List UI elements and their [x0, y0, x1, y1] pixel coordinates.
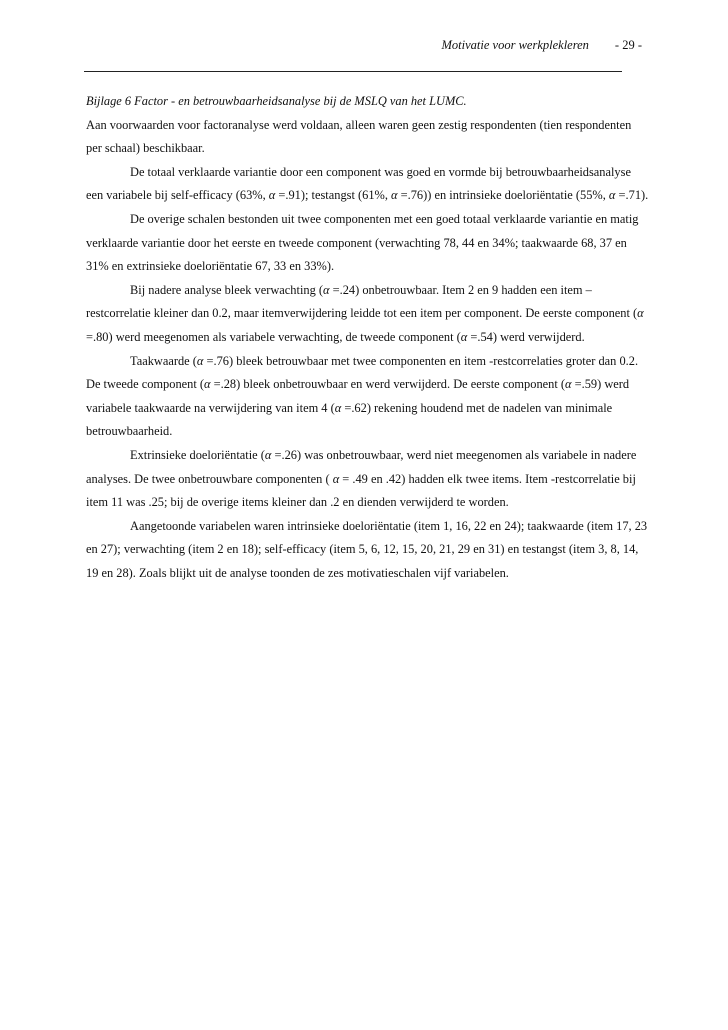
paragraph-5: Taakwaarde (α =.76) bleek betrouwbaar met twee componenten en item -restcorrelaties groter dan 0.2. De tweede component (α =.28) bleek onbetrouwbaar en werd verwijderd. De eerste component (α =.59) werd variabele taakwaarde na verwijdering van item 4 (α =.62) rekening houdend met de nadelen van minimale betrouwbaarheid.: [86, 353, 639, 439]
body-text: [86, 90, 650, 585]
paragraph-2: De totaal verklaarde variantie door een component was goed en vormde bij betrouwbaarheidsanalyse een variabele bij self-efficacy (63%, α =.91); testangst (61%, α =.76)) en intrinsieke doeloriëntatie (55%, α =.71).: [86, 164, 649, 203]
paragraph-3: De overige schalen bestonden uit twee componenten met een goed totaal verklaarde variantie en matig verklaarde variantie door het eerste en tweede component (verwachting 78, 44 en 34%; taakwaarde 68, 37 en 31% en extrinsieke doeloriëntatie 67, 33 en 33%).: [86, 211, 639, 274]
paragraph-1: Aan voorwaarden voor factoranalyse werd voldaan, alleen waren geen zestig respondenten (tien respondenten per schaal) beschikbaar.: [86, 117, 632, 156]
alpha-symbol: α: [391, 188, 398, 203]
appendix-title: Bijlage 6 Factor - en betrouwbaarheidsanalyse bij de MSLQ van het LUMC.: [86, 94, 467, 108]
alpha-symbol: α: [268, 188, 276, 203]
paragraph-6: Extrinsieke doeloriëntatie (α =.26) was onbetrouwbaar, werd niet meegenomen als variabele in nadere analyses. De twee onbetrouwbare componenten ( α = .49 en .42) hadden elk twee items. Item -restcorrelatie bij item 11 was .25; bij de overige items kleiner dan .2 en dienden verwijderd te worden.: [86, 447, 637, 510]
alpha-symbol: α: [565, 377, 572, 392]
alpha-symbol: α: [204, 377, 211, 392]
alpha-symbol: α: [264, 447, 272, 462]
alpha-symbol: α: [608, 188, 616, 203]
alpha-symbol: α: [196, 353, 204, 368]
paragraph-7: Aangetoonde variabelen waren intrinsieke doeloriëntatie (item 1, 16, 22 en 24); taakwaarde (item 17, 23 en 27); verwachting (item 2 en 18); self-efficacy (item 5, 6, 12, 15, 20, 21, 29 en 31) en testangst (item 3, 8, 14, 19 en 28). Zoals blijkt uit de analyse toonden de zes motivatieschalen vijf variabelen.: [86, 518, 648, 580]
paragraph-4: Bij nadere analyse bleek verwachting (α =.24) onbetrouwbaar. Item 2 en 9 hadden een item –restcorrelatie kleiner dan 0.2, maar itemverwijdering leidde tot een item per component. De eerste component (α =.80) werd meegenomen als variabele verwachting, de tweede component (α =.54) werd verwijderd.: [86, 282, 644, 344]
alpha-symbol: α: [323, 282, 330, 297]
alpha-symbol: α: [637, 306, 644, 321]
running-header: [84, 38, 642, 53]
running-header-title: Motivatie voor werkplekleren: [441, 38, 589, 52]
alpha-symbol: α: [460, 329, 468, 344]
alpha-symbol: α: [334, 400, 342, 415]
header-divider: [84, 71, 622, 72]
alpha-symbol: α: [332, 471, 340, 486]
page-number: - 29 -: [614, 38, 642, 52]
